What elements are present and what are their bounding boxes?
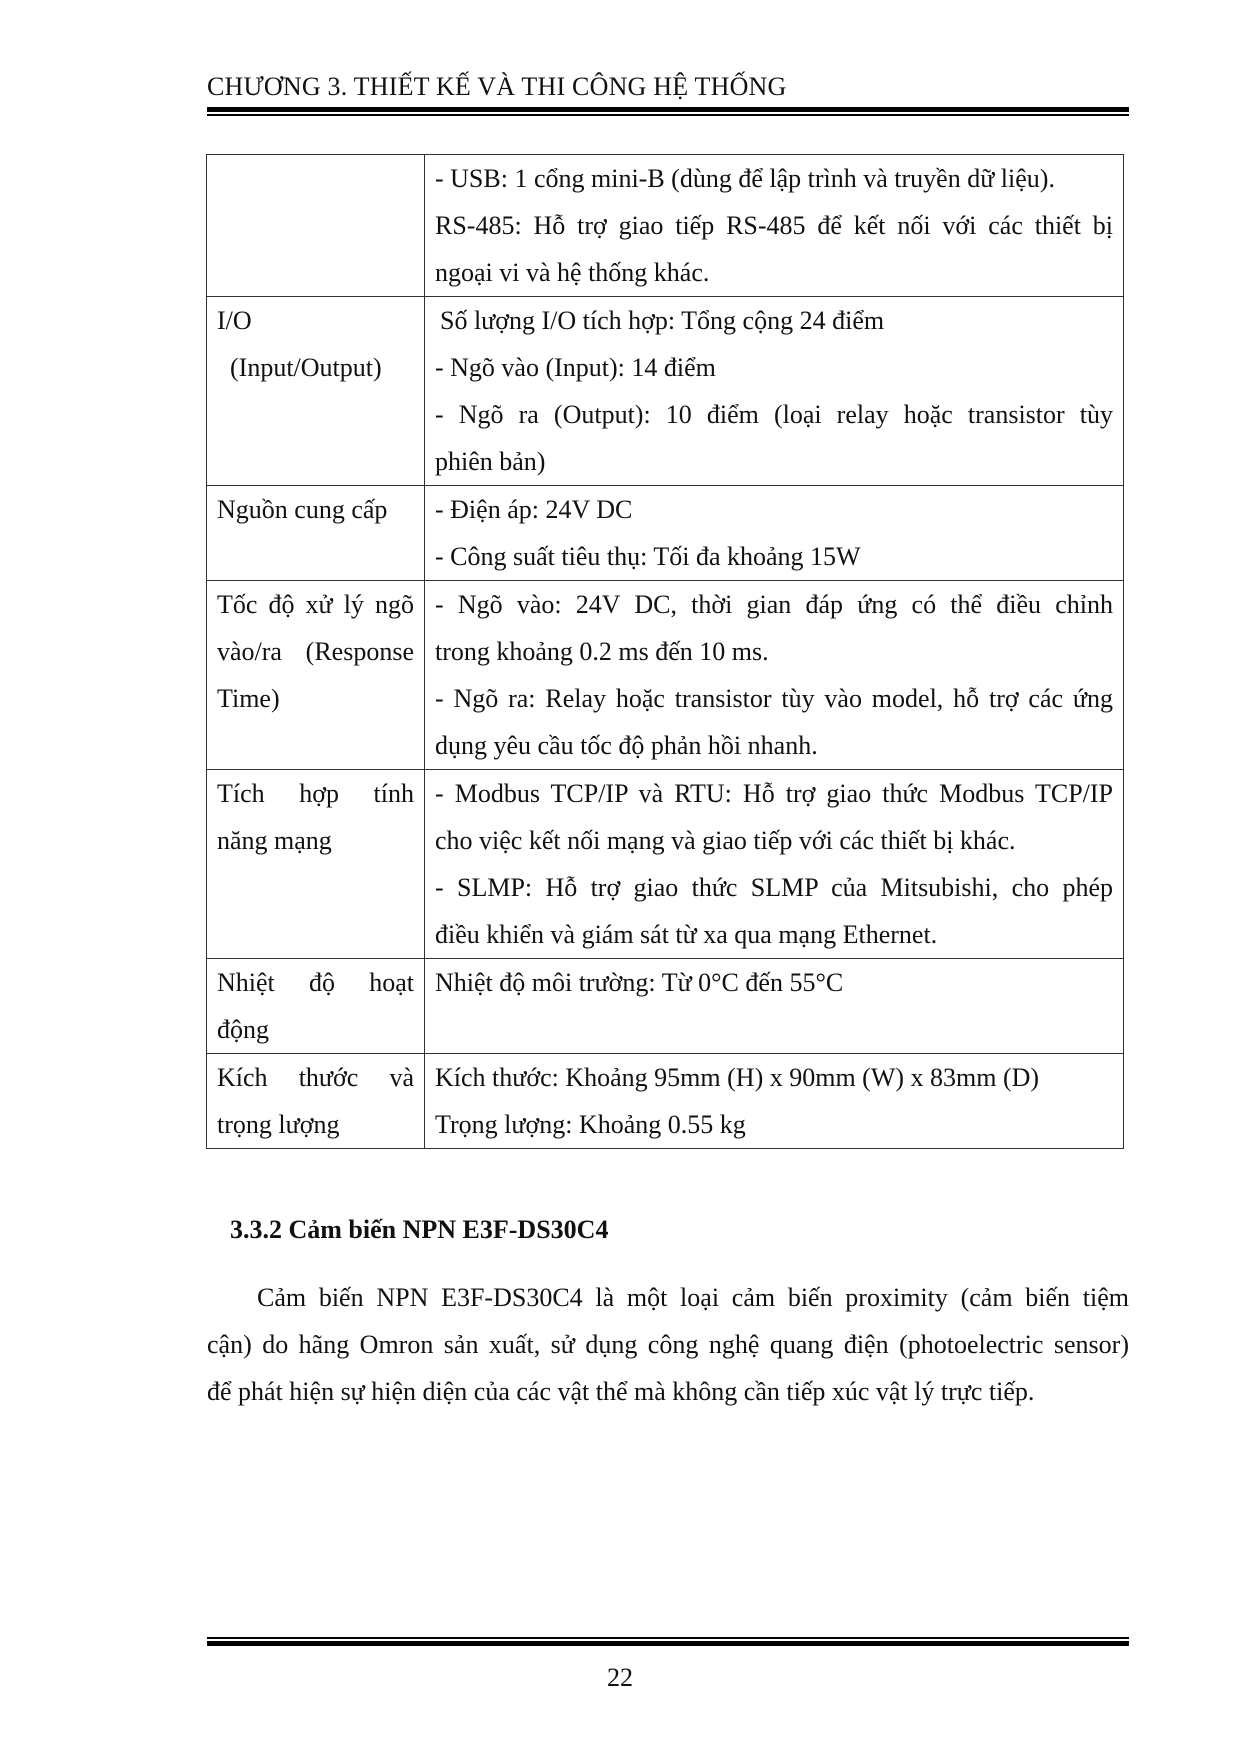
table-row — [207, 486, 1124, 581]
chapter-header-title: CHƯƠNG 3. THIẾT KẾ VÀ THI CÔNG HỆ THỐNG — [207, 72, 787, 101]
paragraph-line: để phát hiện sự hiện diện của các vật thể mà không cần tiếp xúc vật lý trực tiếp. — [207, 1377, 1035, 1406]
table-value-line: Trọng lượng: Khoảng 0.55 kg — [435, 1110, 746, 1139]
section-heading: 3.3.2 Cảm biến NPN E3F-DS30C4 — [230, 1215, 609, 1244]
table-value-cell — [425, 959, 1124, 1054]
table-value-line: - USB: 1 cổng mini-B (dùng để lập trình và truyền dữ liệu). — [435, 164, 1055, 193]
page-number: 22 — [607, 1663, 633, 1692]
paragraph-line: cận) do hãng Omron sản xuất, sử dụng công nghệ quang điện (photoelectric sensor) — [207, 1330, 1129, 1359]
table-label-cell — [207, 581, 425, 770]
table-row — [207, 770, 1124, 959]
table-label-line: Kích thước và — [217, 1063, 414, 1092]
table-label-cell — [207, 155, 425, 297]
table-row — [207, 297, 1124, 486]
table-value-line: Số lượng I/O tích hợp: Tổng cộng 24 điểm — [440, 306, 885, 335]
table-label-cell — [207, 1054, 425, 1149]
table-label-line: động — [217, 1015, 269, 1044]
table-value-line: - SLMP: Hỗ trợ giao thức SLMP của Mitsubishi, cho phép — [435, 873, 1113, 902]
header-rule — [207, 107, 1129, 116]
table-value-line: phiên bản) — [435, 447, 546, 476]
table-label-line: Tích hợp tính — [217, 779, 414, 808]
table-value-line: RS-485: Hỗ trợ giao tiếp RS-485 để kết nối với các thiết bị — [435, 211, 1113, 240]
table-value-line: cho việc kết nối mạng và giao tiếp với các thiết bị khác. — [435, 826, 1016, 855]
table-label-line: Time) — [217, 684, 280, 713]
table-value-line: - Ngõ ra: Relay hoặc transistor tùy vào model, hỗ trợ các ứng — [435, 684, 1113, 713]
table-label-line: Nhiệt độ hoạt — [217, 968, 414, 997]
table-label-line: năng mạng — [217, 826, 332, 855]
table-value-line: - Ngõ vào: 24V DC, thời gian đáp ứng có thể điều chỉnh — [435, 590, 1113, 619]
table-value-line: - Modbus TCP/IP và RTU: Hỗ trợ giao thức Modbus TCP/IP — [435, 779, 1113, 808]
table-value-line: - Ngõ vào (Input): 14 điểm — [435, 353, 716, 382]
paragraph-line: Cảm biến NPN E3F-DS30C4 là một loại cảm biến proximity (cảm biến tiệm — [257, 1283, 1129, 1312]
table-value-cell — [425, 486, 1124, 581]
specification-table — [206, 154, 1124, 1149]
table-value-cell — [425, 1054, 1124, 1149]
table-label-cell — [207, 486, 425, 581]
table-value-line: dụng yêu cầu tốc độ phản hồi nhanh. — [435, 731, 818, 760]
table-row — [207, 959, 1124, 1054]
table-value-line: trong khoảng 0.2 ms đến 10 ms. — [435, 637, 769, 666]
section-paragraph — [207, 1274, 1129, 1415]
table-label-line: Tốc độ xử lý ngõ — [217, 590, 414, 619]
table-label-line: (Input/Output) — [230, 353, 382, 382]
table-value-cell — [425, 297, 1124, 486]
table-value-line: - Công suất tiêu thụ: Tối đa khoảng 15W — [435, 542, 861, 571]
table-label-cell — [207, 959, 425, 1054]
table-label-cell — [207, 770, 425, 959]
table-label-line: vào/ra (Response — [217, 637, 414, 666]
table-label-line: Nguồn cung cấp — [217, 495, 388, 524]
table-value-line: - Điện áp: 24V DC — [435, 495, 633, 524]
table-value-cell — [425, 581, 1124, 770]
table-label-cell — [207, 297, 425, 486]
table-value-cell — [425, 155, 1124, 297]
table-value-line: Nhiệt độ môi trường: Từ 0°C đến 55°C — [435, 968, 844, 997]
footer-rule — [207, 1637, 1129, 1646]
table-label-line: I/O — [217, 306, 252, 335]
table-value-line: điều khiển và giám sát từ xa qua mạng Ethernet. — [435, 920, 938, 949]
table-label-line: trọng lượng — [217, 1110, 340, 1139]
table-value-line: Kích thước: Khoảng 95mm (H) x 90mm (W) x 83mm (D) — [435, 1063, 1040, 1092]
table-value-cell — [425, 770, 1124, 959]
table-row — [207, 581, 1124, 770]
table-row — [207, 1054, 1124, 1149]
table-value-line: ngoại vi và hệ thống khác. — [435, 258, 710, 287]
table-value-line: - Ngõ ra (Output): 10 điểm (loại relay hoặc transistor tùy — [435, 400, 1113, 429]
table-row — [207, 155, 1124, 297]
